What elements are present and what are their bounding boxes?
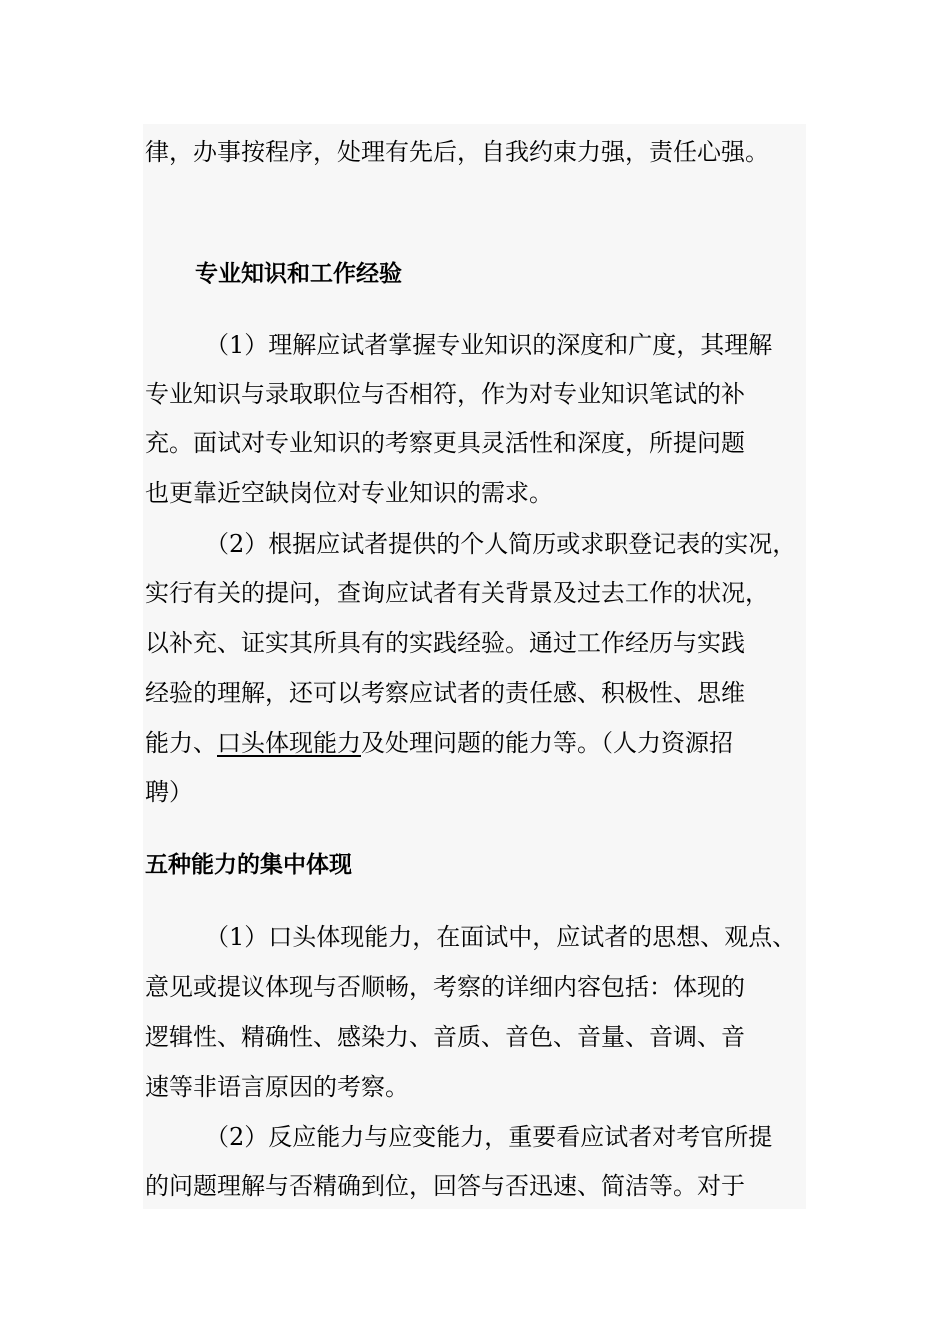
section-heading: 专业知识和工作经验: [195, 261, 402, 287]
paragraph-line: 充。面试对专业知识的考察更具灵活性和深度，所提问题: [145, 429, 745, 457]
paragraph-line: （2）反应能力与应变能力，重要看应试者对考官所提: [205, 1123, 773, 1151]
paragraph-line: 以补充、证实其所具有的实践经验。通过工作经历与实践: [145, 629, 745, 657]
paragraph-line: 意见或提议体现与否顺畅，考察的详细内容包括：体现的: [145, 973, 745, 1001]
text-segment: 及处理问题的能力等。（人力资源招: [361, 729, 733, 757]
paragraph-line: （2）根据应试者提供的个人简历或求职登记表的实况，: [205, 530, 797, 558]
paragraph-line: 速等非语言原因的考察。: [145, 1073, 409, 1101]
paragraph-line: 经验的理解，还可以考察应试者的责任感、积极性、思维: [145, 679, 745, 707]
section-heading: 五种能力的集中体现: [145, 852, 352, 878]
paragraph-line: 专业知识与录取职位与否相符，作为对专业知识笔试的补: [145, 380, 745, 408]
paragraph-line: 律，办事按程序，处理有先后，自我约束力强，责任心强。: [145, 138, 769, 166]
paragraph-line: 实行有关的提问，查询应试者有关背景及过去工作的状况，: [145, 579, 769, 607]
paragraph-line: （1）理解应试者掌握专业知识的深度和广度，其理解: [205, 331, 773, 359]
paragraph-line: 逻辑性、精确性、感染力、音质、音色、音量、音调、音: [145, 1023, 745, 1051]
paragraph-line: [145, 728, 733, 758]
text-segment: 能力、: [145, 729, 217, 757]
underlined-phrase: 口头体现能力: [217, 729, 361, 757]
paragraph-line: 也更靠近空缺岗位对专业知识的需求。: [145, 479, 553, 507]
paragraph-line: （1）口头体现能力，在面试中，应试者的思想、观点、: [205, 923, 797, 951]
paragraph-line: 聘）: [145, 778, 193, 806]
paragraph-line: 的问题理解与否精确到位，回答与否迅速、简洁等。对于: [145, 1172, 745, 1200]
